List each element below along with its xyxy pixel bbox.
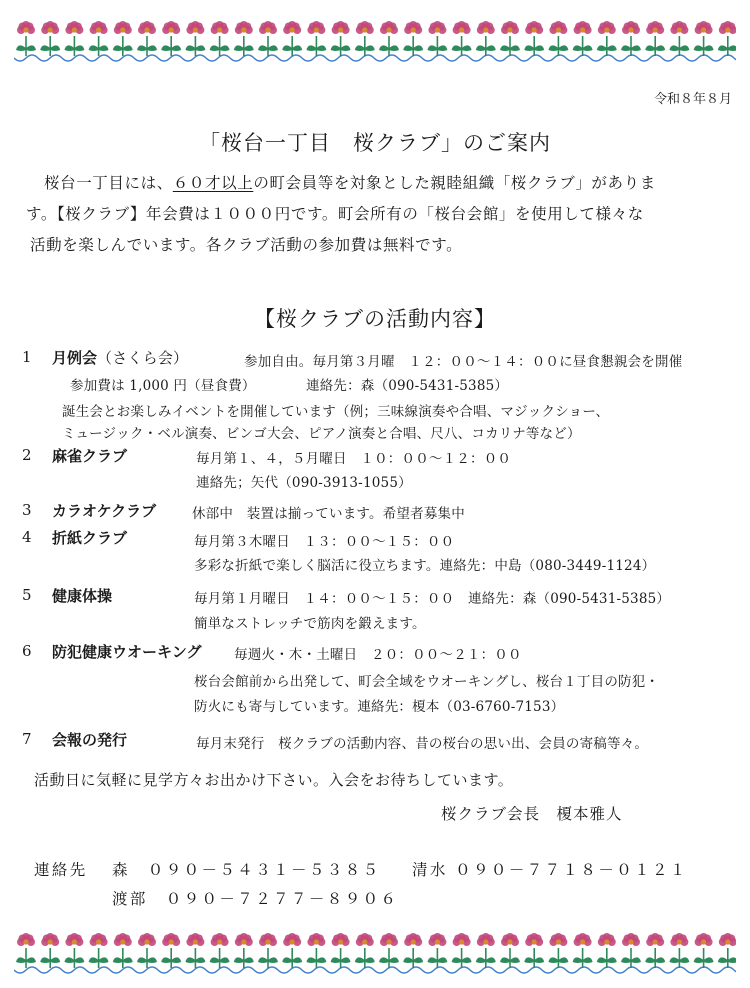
flower-border-icon: [524, 933, 544, 968]
flower-border-icon: [234, 21, 254, 56]
flower-border-icon: [403, 21, 423, 56]
activity-2-name: 麻雀クラブ: [52, 447, 128, 465]
flower-border-icon: [573, 21, 593, 56]
flower-border-icon: [597, 21, 617, 56]
flower-border-icon: [64, 933, 84, 968]
activity-6-line-1: 毎週火・木・土曜日 ２０：００～２１：００: [234, 647, 522, 663]
activity-6-line-2: 桜台会館前から出発して、町会全域をウオーキングし、桜台１丁目の防犯・: [194, 674, 660, 690]
flower-border-icon: [306, 21, 326, 56]
activity-5-name: 健康体操: [52, 587, 113, 605]
flower-border-icon: [137, 933, 157, 968]
flower-border-icon: [548, 21, 568, 56]
flower-border-icon: [573, 933, 593, 968]
flower-border-icon: [718, 933, 736, 968]
flower-border-icon: [137, 21, 157, 56]
flower-border-icon: [210, 21, 230, 56]
flower-border-icon: [476, 933, 496, 968]
activity-1-contact: 連絡先：森（090-5431-5385）: [306, 378, 509, 394]
flower-border-icon: [210, 933, 230, 968]
document-date: 令和８年８月: [653, 92, 732, 107]
activity-7-name: 会報の発行: [52, 731, 128, 749]
flower-border-icon: [645, 933, 665, 968]
contact-label: 連絡先: [34, 861, 88, 879]
activity-2-line-1: 毎月第１、４，５月曜日 １０：００～１２：００: [196, 451, 512, 467]
contact-shimizu: 清水 ０９０－７７１８－０１２１: [412, 861, 688, 879]
activity-6-number: 6: [22, 642, 32, 660]
flower-border-icon: [16, 933, 36, 968]
activity-1-line-4: ミュージック・ベル演奏、ビンゴ大会、ピアノ演奏と合唱、尺八、コカリナ等など）: [62, 426, 581, 442]
flower-border-icon: [355, 933, 375, 968]
flower-border-icon: [621, 21, 641, 56]
intro-age-underline: ６０才以上: [172, 174, 254, 192]
flower-border-icon: [548, 933, 568, 968]
flower-border-icon: [621, 933, 641, 968]
flower-border-icon: [282, 21, 302, 56]
activity-1-line-1: 参加自由。毎月第３月曜 １２：００～１４：００に昼食懇親会を開催: [244, 354, 683, 370]
flower-border-icon: [40, 21, 60, 56]
activity-1-name-suffix: （さくら会）: [97, 349, 189, 367]
activity-5-line-1: 毎月第１月曜日 １４：００～１５：００ 連絡先：森（090-5431-5385）: [194, 591, 671, 607]
activity-1-name: 月例会: [52, 349, 98, 367]
flower-border-icon: [331, 933, 351, 968]
activity-2-number: 2: [22, 446, 32, 464]
contact-mori: 森 ０９０－５４３１－５３８５: [112, 861, 381, 879]
intro-paragraph: [26, 168, 730, 261]
flower-border-icon: [306, 933, 326, 968]
top-flower-border: [14, 12, 736, 70]
activity-5-number: 5: [22, 586, 32, 604]
flower-border-icon: [161, 933, 181, 968]
bottom-flower-border: [14, 924, 736, 982]
flower-border-icon: [89, 933, 109, 968]
flower-border-icon: [113, 933, 133, 968]
flower-border-icon: [331, 21, 351, 56]
activity-1-line-3: 誕生会とお楽しみイベントを開催しています（例；三味線演奏や合唱、マジックショー、: [62, 404, 610, 420]
flower-border-icon: [524, 21, 544, 56]
flower-border-icon: [718, 21, 736, 56]
flower-border-icon: [16, 21, 36, 56]
flower-border-icon: [258, 933, 278, 968]
flower-border-icon: [669, 933, 689, 968]
flower-border-icon: [282, 933, 302, 968]
activity-2-line-2: 連絡先；矢代（090-3913-1055）: [196, 475, 412, 491]
flower-border-icon: [476, 21, 496, 56]
activity-4-line-2: 多彩な折紙で楽しく脳活に役立ちます。連絡先：中島（080-3449-1124）: [194, 558, 656, 574]
flower-border-icon: [645, 21, 665, 56]
flower-border-icon: [161, 21, 181, 56]
activity-5-line-2: 簡単なストレッチで筋肉を鍛えます。: [194, 616, 426, 632]
intro-line-3: 活動を楽しんでいます。各クラブ活動の参加費は無料です。: [30, 236, 463, 254]
flower-border-icon: [427, 21, 447, 56]
flower-border-icon: [597, 933, 617, 968]
flower-border-icon: [379, 933, 399, 968]
flower-border-icon: [258, 21, 278, 56]
flower-border-icon: [452, 21, 472, 56]
flower-border-icon: [355, 21, 375, 56]
flower-border-icon: [403, 933, 423, 968]
activity-3-line-1: 休部中 装置は揃っています。希望者募集中: [192, 506, 465, 522]
contact-watanabe: 渡部 ０９０－７２７７－８９０６: [112, 890, 399, 908]
flower-border-icon: [500, 21, 520, 56]
activity-7-line-1: 毎月末発行 桜クラブの活動内容、昔の桜台の思い出、会員の寄稿等々。: [196, 736, 649, 752]
activity-1-fee: 参加費は 1,000 円（昼食費）: [70, 378, 256, 394]
flower-border-icon: [185, 21, 205, 56]
activity-3-number: 3: [22, 501, 32, 519]
section-title: 【桜クラブの活動内容】: [254, 307, 496, 331]
activity-4-number: 4: [22, 528, 32, 546]
flower-border-icon: [500, 933, 520, 968]
flower-border-icon: [694, 933, 714, 968]
signature: 桜クラブ会長 榎本雅人: [441, 805, 623, 823]
flower-border-icon: [694, 21, 714, 56]
flower-border-icon: [185, 933, 205, 968]
intro-line-1-post: の町会員等を対象とした親睦組織「桜クラブ」がありま: [253, 174, 656, 192]
flower-border-icon: [427, 933, 447, 968]
intro-line-2: す。【桜クラブ】年会費は１０００円です。町会所有の「桜台会館」を使用して様々な: [26, 205, 644, 223]
activity-6-name: 防犯健康ウオーキング: [52, 643, 202, 661]
activity-3-name: カラオケクラブ: [52, 502, 157, 520]
flower-border-icon: [40, 933, 60, 968]
intro-line-1: [30, 168, 730, 199]
flower-border-icon: [234, 933, 254, 968]
activity-7-number: 7: [22, 730, 32, 748]
closing-message: 活動日に気軽に見学方々お出かけ下さい。入会をお待ちしています。: [34, 771, 514, 789]
activity-4-name: 折紙クラブ: [52, 529, 128, 547]
flower-border-icon: [379, 21, 399, 56]
flower-border-icon: [113, 21, 133, 56]
activity-1-title: [52, 347, 188, 368]
flower-border-icon: [452, 933, 472, 968]
flower-border-icon: [89, 21, 109, 56]
activity-1-number: 1: [22, 348, 32, 366]
activity-4-line-1: 毎月第３木曜日 １３：００～１５：００: [194, 534, 455, 550]
activity-6-line-3: 防火にも寄与しています。連絡先：榎本（03-6760-7153）: [194, 699, 565, 715]
page-title: 「桜台一丁目 桜クラブ」のご案内: [199, 131, 551, 155]
flower-border-icon: [669, 21, 689, 56]
flower-border-icon: [64, 21, 84, 56]
intro-line-1-pre: 桜台一丁目には、: [44, 174, 173, 192]
